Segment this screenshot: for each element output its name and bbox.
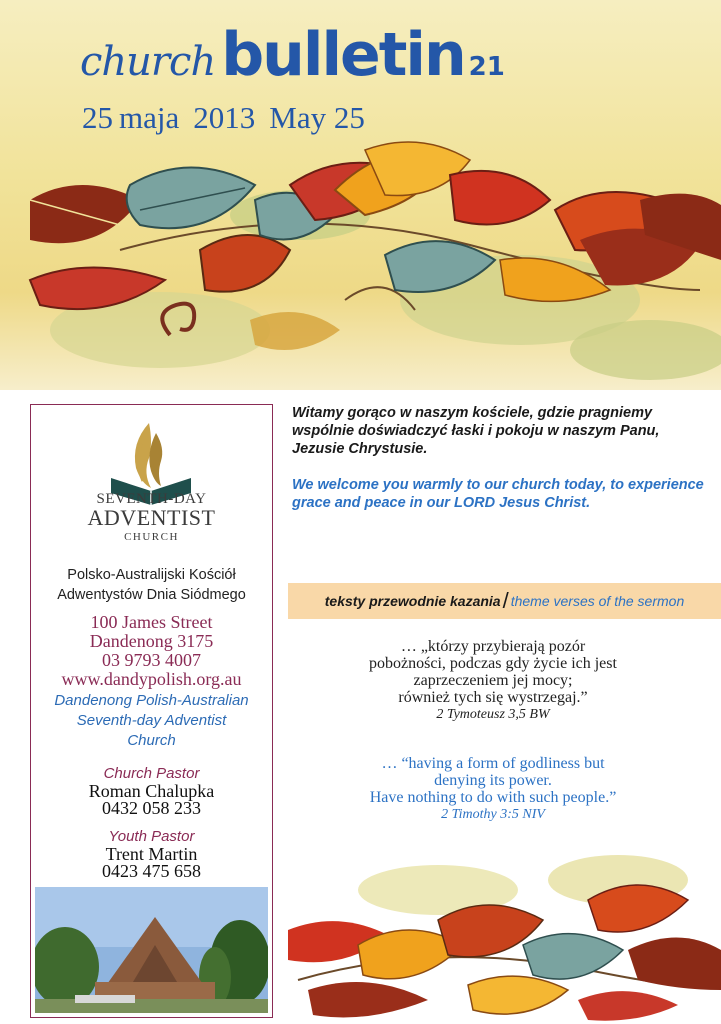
phone-number: 03 9793 4007 <box>102 650 201 670</box>
issue-number: 21 <box>468 52 505 82</box>
youth-pastor-phone: 0423 475 658 <box>102 861 201 881</box>
church-pastor-details <box>31 783 272 817</box>
church-pastor-phone: 0432 058 233 <box>102 798 201 818</box>
address-street: 100 James Street <box>90 612 213 632</box>
church-pastor-label: Church Pastor <box>103 765 200 782</box>
date-day: 25 <box>82 100 113 135</box>
verse-pl-line-3: zaprzeczeniem jej mocy; <box>413 672 573 689</box>
polish-name-line-1: Polsko-Australijski Kościół <box>67 567 236 583</box>
english-church-name <box>31 691 272 751</box>
date-year: 2013 <box>193 100 256 135</box>
english-name-line-1: Dandenong Polish-Australian <box>54 692 249 709</box>
theme-verses-bar <box>288 583 721 619</box>
welcome-message-polish: Witamy gorąco w naszym kościele, gdzie pragniemy wspólnie doświadczyć łaski i pokoju w naszym Panu, Jezusie Chrystusie. <box>292 405 660 457</box>
church-building-photo <box>35 887 268 1013</box>
date-en: May 25 <box>269 100 365 135</box>
verse-en-line-3: Have nothing to do with such people.” <box>369 789 617 806</box>
church-info-box <box>30 404 273 1018</box>
website-link[interactable]: www.dandypolish.org.au <box>61 669 242 689</box>
polish-church-name <box>31 565 272 605</box>
verse-pl-line-1: … „którzy przybierają pozór <box>400 638 586 655</box>
church-contact <box>31 613 272 689</box>
bulletin-title <box>80 20 505 90</box>
youth-pastor-details <box>31 846 272 880</box>
verse-en-line-2: denying its power. <box>434 772 552 789</box>
english-name-line-2: Seventh-day Adventist <box>76 712 227 729</box>
verse-pl-reference: 2 Tymoteusz 3,5 BW <box>436 707 550 722</box>
polish-name-line-2: Adwentystów Dnia Siódmego <box>57 587 246 603</box>
logo-line-3: CHURCH <box>124 531 179 543</box>
verse-pl-line-2: pobożności, podczas gdy życie ich jest <box>369 655 617 672</box>
title-script: church <box>80 39 216 85</box>
verse-english <box>288 755 698 823</box>
theme-label-english: theme verses of the sermon <box>510 593 685 609</box>
theme-separator: / <box>502 588 509 613</box>
footer-leaves-illustration <box>288 850 721 1024</box>
verse-en-reference: 2 Timothy 3:5 NIV <box>441 807 545 822</box>
church-pastor-name: Roman Chalupka <box>88 781 215 801</box>
title-main: bulletin <box>221 20 465 90</box>
verse-en-line-1: … “having a form of godliness but <box>381 755 605 772</box>
english-name-line-3: Church <box>127 732 176 749</box>
logo-line-2: ADVENTIST <box>87 505 216 530</box>
address-city: Dandenong 3175 <box>89 631 214 651</box>
youth-pastor-name: Trent Martin <box>105 844 198 864</box>
bulletin-date <box>82 100 379 136</box>
date-month-pl: maja <box>119 100 180 135</box>
verse-pl-line-4: również tych się wystrzegaj.” <box>398 689 588 706</box>
verse-polish <box>288 638 698 723</box>
logo-line-1: SEVENTH-DAY <box>96 491 207 507</box>
header-banner <box>0 0 721 390</box>
youth-pastor-label: Youth Pastor <box>108 828 195 845</box>
theme-label-polish: teksty przewodnie kazania <box>324 593 501 609</box>
welcome-message-english: We welcome you warmly to our church today, to experience grace and peace in our LORD Jesus Christ. <box>292 477 704 511</box>
